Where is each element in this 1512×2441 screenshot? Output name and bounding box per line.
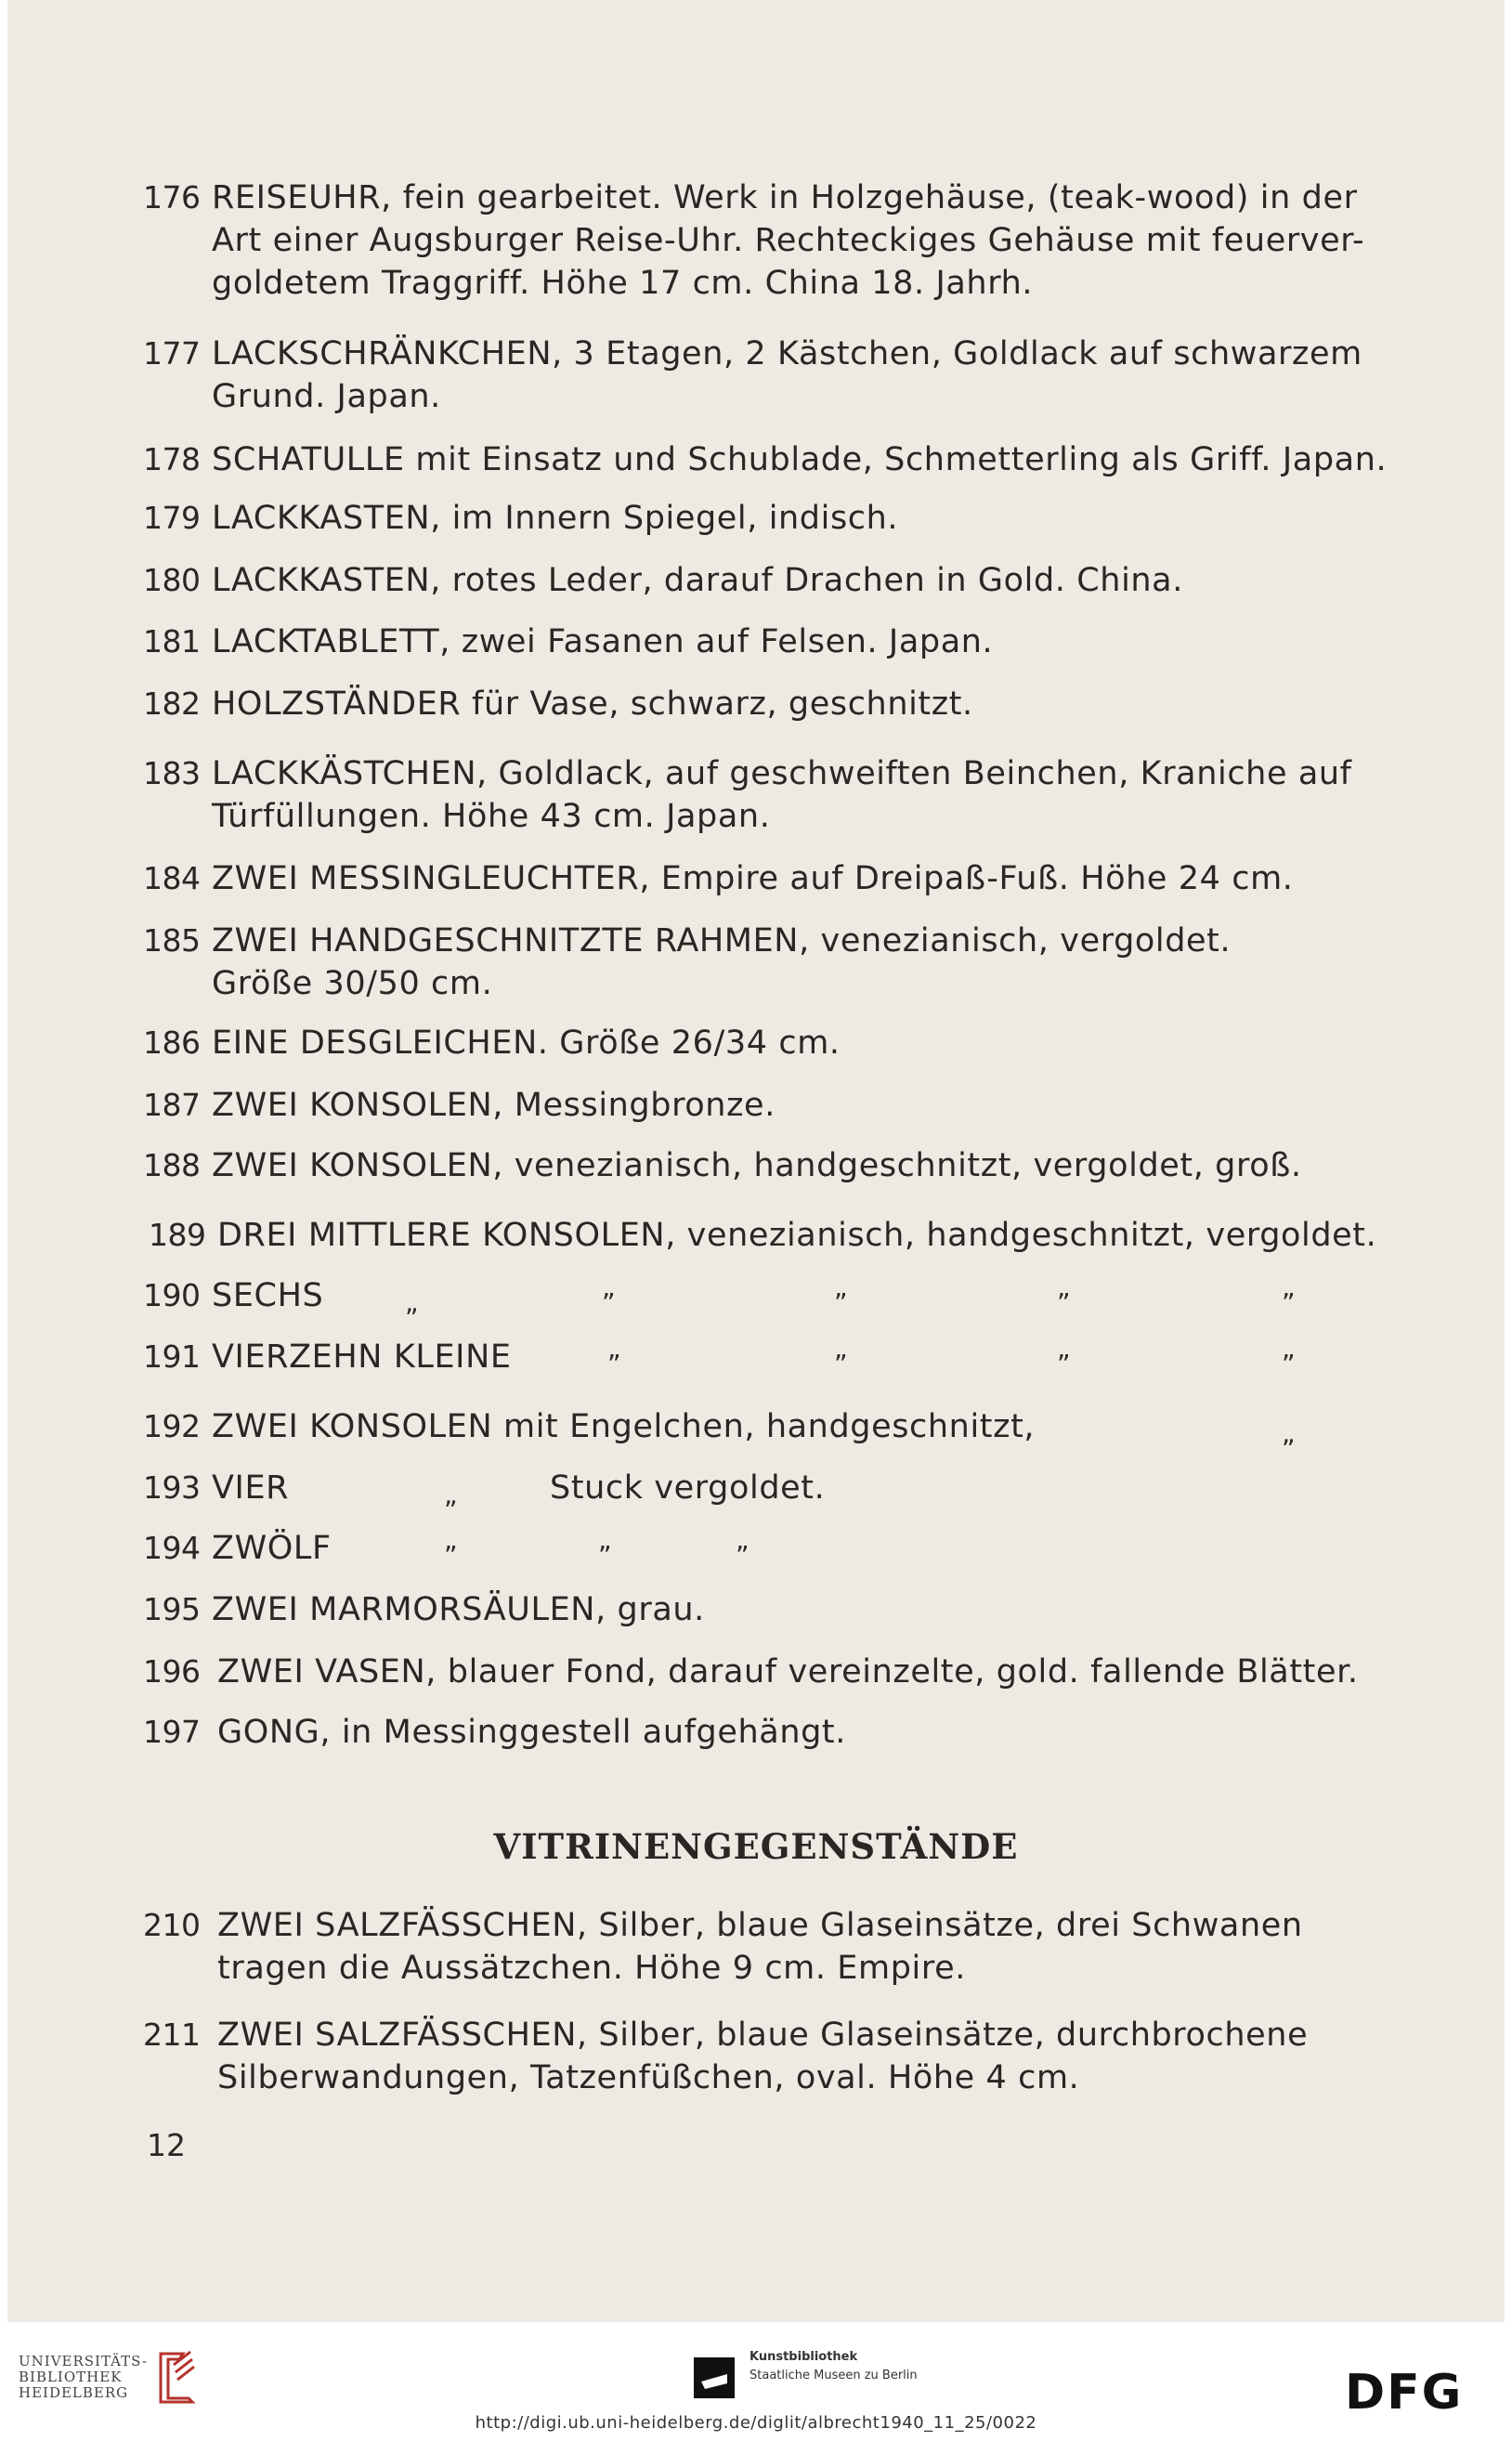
entry-number: 183 — [143, 755, 201, 791]
ub-line: HEIDELBERG — [19, 2383, 129, 2401]
entry-number: 188 — [143, 1147, 201, 1183]
entry-number: 184 — [143, 860, 201, 896]
entry-text-line: EINE DESGLEICHEN. Größe 26/34 cm. — [212, 1025, 841, 1062]
entry-number: 197 — [143, 1714, 201, 1750]
entry-text-line: ZWEI KONSOLEN mit Engelchen, handgeschnitzt, — [212, 1408, 1036, 1445]
ditto-mark: ” — [607, 1349, 621, 1379]
entry-text-line: LACKKÄSTCHEN, Goldlack, auf geschweiften Beinchen, Kraniche auf — [212, 755, 1352, 792]
entry-number: 211 — [143, 2017, 201, 2053]
entry-text-line: DREI MITTLERE KONSOLEN, venezianisch, handgeschnitzt, vergoldet. — [217, 1217, 1377, 1254]
entry-text-line: Silberwandungen, Tatzenfüßchen, oval. Höhe 4 cm. — [217, 2059, 1080, 2096]
ditto-mark: ” — [834, 1287, 848, 1318]
ditto-mark: ” — [444, 1540, 458, 1571]
entry-text-line: SECHS — [212, 1277, 324, 1314]
entry-number: 210 — [143, 1907, 201, 1943]
entry-text-line: ZWEI VASEN, blauer Fond, darauf vereinzelte, gold. fallende Blätter. — [217, 1653, 1359, 1690]
entry-text-line: ZWEI KONSOLEN, Messingbronze. — [212, 1087, 776, 1124]
ditto-mark: ” — [598, 1540, 612, 1571]
ditto-mark: „ — [1282, 1418, 1296, 1449]
ditto-mark: ” — [1282, 1287, 1296, 1318]
entry-text-line: HOLZSTÄNDER für Vase, schwarz, geschnitzt. — [212, 685, 973, 723]
section-heading: VITRINENGEGENSTÄNDE — [493, 1826, 1019, 1867]
entry-text-line: LACKKASTEN, rotes Leder, darauf Drachen in Gold. China. — [212, 562, 1183, 599]
entry-number: 190 — [143, 1277, 201, 1313]
ub-line: BIBLIOTHEK — [19, 2368, 123, 2385]
entry-text-line: ZWEI KONSOLEN, venezianisch, handgeschnitzt, vergoldet, groß. — [212, 1147, 1302, 1184]
entry-text-line: VIERZEHN KLEINE — [212, 1338, 512, 1376]
entry-number: 180 — [143, 562, 201, 598]
kunstbibliothek-logo[interactable] — [692, 2348, 918, 2400]
footer-bar — [0, 2331, 1512, 2441]
entry-text-line: goldetem Traggriff. Höhe 17 cm. China 18. Jahrh. — [212, 265, 1034, 302]
permalink-url[interactable]: http://digi.ub.uni-heidelberg.de/diglit/albrecht1940_11_25/0022 — [475, 2413, 1037, 2433]
entry-number: 179 — [143, 500, 201, 536]
kb-title: Kunstbibliothek — [749, 2350, 858, 2364]
entry-number: 178 — [143, 441, 201, 477]
entry-text-line: ZWEI MESSINGLEUCHTER, Empire auf Dreipaß-Fuß. Höhe 24 cm. — [212, 860, 1294, 897]
entry-number: 177 — [143, 335, 201, 372]
entry-number: 196 — [143, 1653, 201, 1690]
dfg-logo[interactable]: DFG — [1345, 2365, 1464, 2421]
entry-text-line: LACKKASTEN, im Innern Spiegel, indisch. — [212, 500, 899, 537]
ub-emblem-icon — [155, 2348, 198, 2406]
entry-text-line: VIER — [212, 1469, 290, 1507]
entry-text-line: Türfüllungen. Höhe 43 cm. Japan. — [212, 798, 771, 835]
entry-text-line: Größe 30/50 cm. — [212, 965, 493, 1002]
ditto-mark: „ — [405, 1287, 419, 1318]
ditto-mark: „ — [444, 1480, 458, 1510]
document-page — [7, 0, 1505, 2322]
ditto-mark: ” — [1057, 1349, 1071, 1379]
entry-number: 181 — [143, 623, 201, 659]
entry-number: 187 — [143, 1087, 201, 1123]
ub-logo-text — [19, 2354, 148, 2401]
kb-subtitle: Staatliche Museen zu Berlin — [749, 2369, 918, 2382]
page-number: 12 — [147, 2127, 186, 2163]
entry-text-line: REISEUHR, fein gearbeitet. Werk in Holzgehäuse, (teak-wood) in der — [212, 179, 1358, 216]
entry-text-line: LACKSCHRÄNKCHEN, 3 Etagen, 2 Kästchen, Goldlack auf schwarzem — [212, 335, 1362, 372]
entry-text-line: ZWEI HANDGESCHNITZTE RAHMEN, venezianisch, vergoldet. — [212, 922, 1232, 959]
entry-text-line: ZWEI MARMORSÄULEN, grau. — [212, 1591, 705, 1628]
entry-text-line: Grund. Japan. — [212, 378, 441, 415]
entry-text-line: ZWÖLF — [212, 1530, 332, 1567]
ditto-mark: ” — [1282, 1349, 1296, 1379]
entry-number: 185 — [143, 922, 201, 959]
entry-number: 194 — [143, 1530, 201, 1566]
entry-number: 189 — [149, 1217, 206, 1253]
entry-number: 191 — [143, 1338, 201, 1375]
ditto-mark: ” — [736, 1540, 749, 1571]
entry-text-line: GONG, in Messinggestell aufgehängt. — [217, 1714, 846, 1751]
entry-number: 176 — [143, 179, 201, 215]
ditto-mark: ” — [834, 1349, 848, 1379]
kunstbibliothek-emblem-icon — [692, 2356, 736, 2400]
ub-heidelberg-logo[interactable] — [19, 2348, 198, 2406]
entry-number: 193 — [143, 1469, 201, 1506]
ditto-mark: ” — [602, 1287, 616, 1318]
entry-number: 182 — [143, 685, 201, 722]
entry-text-line: ZWEI SALZFÄSSCHEN, Silber, blaue Glaseinsätze, drei Schwanen — [217, 1907, 1303, 1944]
ditto-mark: ” — [1057, 1287, 1071, 1318]
entry-number: 195 — [143, 1591, 201, 1627]
entry-text-line: SCHATULLE mit Einsatz und Schublade, Schmetterling als Griff. Japan. — [212, 441, 1388, 478]
entry-text-line: Art einer Augsburger Reise-Uhr. Rechteckiges Gehäuse mit feuerver- — [212, 222, 1365, 259]
entry-text-line: tragen die Aussätzchen. Höhe 9 cm. Empire. — [217, 1950, 966, 1987]
entry-text-line: ZWEI SALZFÄSSCHEN, Silber, blaue Glaseinsätze, durchbrochene — [217, 2017, 1309, 2054]
ub-line: UNIVERSITÄTS- — [19, 2352, 149, 2369]
entry-193-tail: Stuck vergoldet. — [550, 1469, 826, 1507]
entry-text-line: LACKTABLETT, zwei Fasanen auf Felsen. Japan. — [212, 623, 994, 660]
entry-number: 192 — [143, 1408, 201, 1444]
entry-number: 186 — [143, 1025, 201, 1061]
